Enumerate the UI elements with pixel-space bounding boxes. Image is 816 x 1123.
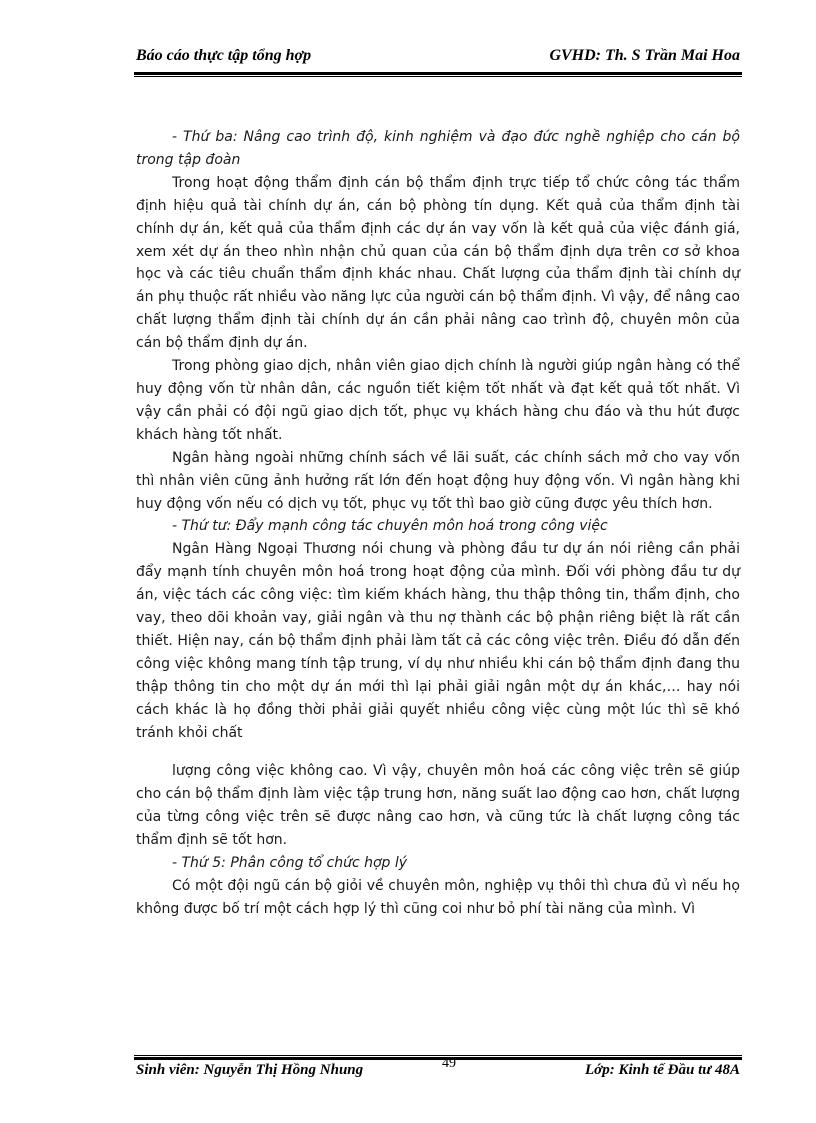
page-footer [136,1056,740,1084]
body-text [136,126,740,921]
paragraph-continued: lượng công việc không cao. Vì vậy, chuyên môn hoá các công việc trên sẽ giúp cho cán bộ thẩm định làm việc tập trung hơn, năng suất lao động cao hơn, chất lượng của từng công việc trên sẽ được nâng cao hơn, và cũng tức là chất lượng công tác thẩm định sẽ tốt hơn. [136,763,740,849]
paragraph: Ngân Hàng Ngoại Thương nói chung và phòng đầu tư dự án nói riêng cần phải đẩy mạnh tính chuyên môn hoá trong hoạt động của mình. Đối với phòng đầu tư dự án, việc tách các công việc: tìm kiếm khách hàng, thu thập thông tin, thẩm định, cho vay, theo dõi khoản vay, giải ngân và thu nợ thành các bộ phận riêng biệt là rất cần thiết. Hiện nay, cán bộ thẩm định phải làm tất cả các công việc trên. Điều đó dẫn đến công việc không mang tính tập trung, ví dụ như nhiều khi cán bộ thẩm định đang thu thập thông tin cho một dự án mới thì lại phải giải ngân một dự án khác,… hay nói cách khác là họ đồng thời phải giải quyết nhiều công việc cùng một lúc thì sẽ khó tránh khỏi chất [136,541,740,741]
header-report-title: Báo cáo thực tập tổng hợp [136,47,312,64]
footer-class: Lớp: Kinh tế Đầu tư 48A [585,1062,740,1078]
footer-rule-thin [134,1055,742,1056]
footer-rule-thick [134,1057,742,1060]
page-header [136,45,740,69]
header-rule-thin [134,76,742,77]
paragraph: Trong hoạt động thẩm định cán bộ thẩm định trực tiếp tổ chức công tác thẩm định hiệu quả tài chính dự án, cán bộ phòng tín dụng. Kết quả của thẩm định tài chính dự án, kết quả của thẩm định các dự án vay vốn là kết quả của việc đánh giá, xem xét dự án theo nhìn nhận chủ quan của cán bộ thẩm định dựa trên cơ sở khoa học và các tiêu chuẩn thẩm định khác nhau. Chất lượng của thẩm định tài chính dự án phụ thuộc rất nhiều vào năng lực của người cán bộ thẩm định. Vì vậy, để nâng cao chất lượng thẩm định tài chính dự án cần phải nâng cao trình độ, chuyên môn của cán bộ thẩm định dự án. [136,174,740,352]
page-number: 49 [442,1056,456,1071]
paragraph: Có một đội ngũ cán bộ giỏi về chuyên môn, nghiệp vụ thôi thì chưa đủ vì nếu họ không được bố trí một cách hợp lý thì cũng coi như bỏ phí tài năng của mình. Vì [136,878,740,917]
subheading-thu-ba: - Thứ ba: Nâng cao trình độ, kinh nghiệm và đạo đức nghề nghiệp cho cán bộ trong tập đoàn [136,129,740,168]
paragraph: Trong phòng giao dịch, nhân viên giao dịch chính là người giúp ngân hàng có thể huy động vốn từ nhân dân, các nguồn tiết kiệm tốt nhất và đạt kết quả tốt nhất. Vì vậy cần phải có đội ngũ giao dịch tốt, phục vụ khách hàng chu đáo và thu hút được khách hàng tốt nhất. [136,358,740,443]
footer-student: Sinh viên: Nguyễn Thị Hồng Nhung [136,1062,364,1078]
header-supervisor: GVHD: Th. S Trần Mai Hoa [549,47,740,64]
header-rule-thick [134,72,742,75]
paragraph: Ngân hàng ngoài những chính sách về lãi suất, các chính sách mở cho vay vốn thì nhân viên cũng ảnh hưởng rất lớn đến hoạt động huy động vốn. Vì ngân hàng khi huy động vốn nếu có dịch vụ tốt, phục vụ tốt thì bao giờ cũng được yêu thích hơn. [136,449,740,512]
subheading-thu-tu: - Thứ tư: Đẩy mạnh công tác chuyên môn hoá trong công việc [172,518,608,535]
subheading-thu-5: - Thứ 5: Phân công tổ chức hợp lý [172,855,408,872]
